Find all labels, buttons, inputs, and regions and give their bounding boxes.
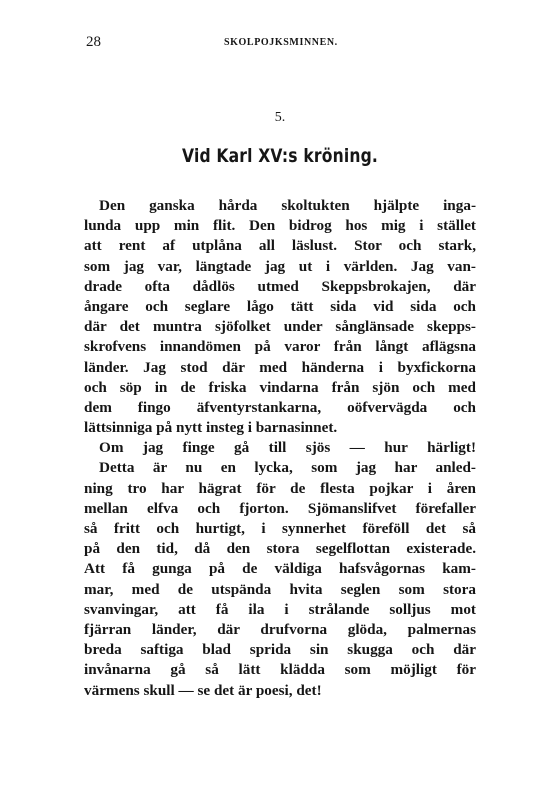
text-line: invånarna gå så lätt klädda som möjligt för xyxy=(84,661,476,679)
text-line: så fritt och hurtigt, i synnerhet föreföll det så xyxy=(84,520,476,537)
text-line: att rent af utplåna all läslust. Stor och stark, xyxy=(84,237,476,255)
text-line: mellan elfva och fjorton. Sjömanslifvet förefaller xyxy=(84,499,476,517)
text-line: breda saftiga blad sprida sin skugga och där xyxy=(84,641,476,659)
text-line: och söp in de friska vindarna från sjön och med xyxy=(84,378,476,396)
text-line: Detta är nu en lycka, som jag har anled- xyxy=(99,459,476,477)
text-line: länder. Jag stod där med händerna i byxfickorna xyxy=(84,358,476,376)
text-line: på den tid, då den stora segelflottan existerade. xyxy=(84,540,476,558)
text-line: ning tro har hägrat för de flesta pojkar i åren xyxy=(84,479,476,497)
text-line: svanvingar, att få ila i strålande solljus mot xyxy=(84,600,476,618)
text-line: skrofvens innandömen på varor från långt aflägsna xyxy=(84,338,476,356)
text-line: lunda upp min flit. Den bidrog hos mig i stället xyxy=(84,217,476,235)
text-line: Att få gunga på de väldiga hafsvågornas kam- xyxy=(84,560,476,578)
text-line: fjärran länder, där drufvorna glöda, palmernas xyxy=(84,620,476,638)
chapter-title: Vid Karl XV:s kröning. xyxy=(181,145,378,167)
text-line: mar, med de utspända hvita seglen som stora xyxy=(84,580,476,598)
text-line: lättsinniga på nytt insteg i barnasinnet. xyxy=(84,419,338,437)
chapter-number: 5. xyxy=(274,110,286,125)
running-head xyxy=(86,34,434,54)
running-title: SKOLPOJKSMINNEN. xyxy=(224,37,338,48)
text-line: Den ganska hårda skoltukten hjälpte inga- xyxy=(99,197,476,214)
text-line: ångare och seglare lågo tätt sida vid sida och xyxy=(84,297,476,315)
text-line: värmens skull — se det är poesi, det! xyxy=(84,681,322,699)
page-number: 28 xyxy=(86,34,101,50)
text-line: som jag var, längtade jag ut i världen. Jag van- xyxy=(84,257,476,275)
body-text xyxy=(84,196,476,701)
text-line: där det muntra sjöfolket under sånglänsade skepps- xyxy=(84,318,476,336)
text-line: Om jag finge gå till sjös — hur härligt! xyxy=(99,439,476,457)
text-line: drade ofta dådlös utmed Skeppsbrokajen, där xyxy=(84,277,476,295)
text-line: dem fingo äfventyrstankarna, oöfvervägda och xyxy=(84,398,476,416)
